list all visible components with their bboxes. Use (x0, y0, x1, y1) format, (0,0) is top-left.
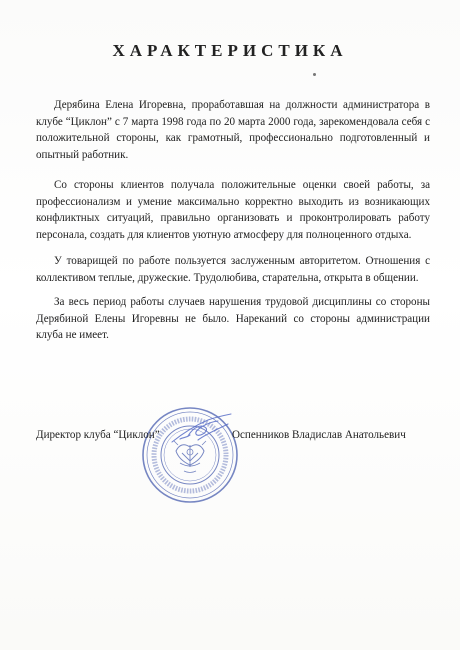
paragraph-1-text: Дерябина Елена Игоревна, проработавшая на должности администратора в клубе “Циклон” с 7 марта 1998 года по 20 марта 2000 года, зарекомендовала себя с положительной стороны, как грамотный, профессионально подготовленный и опытный работник. (36, 99, 430, 161)
paragraph-4-text: За весь период работы случаев нарушения трудовой дисциплины со стороны Дерябиной Елены Игоревны не было. Нареканий со стороны администрации клуба не имеет. (36, 296, 430, 342)
paragraph-2-text: Со стороны клиентов получала положительные оценки своей работы, за профессионализм и умение максимально корректно выходить из возникающих конфликтных ситуаций, правильно организовать и проконтролировать работу персонала, создать для клиентов уютную атмосферу для полноценного отдыха. (36, 179, 430, 241)
paragraph-2 (36, 177, 430, 243)
paragraph-3 (36, 253, 430, 286)
handwritten-signature (168, 412, 234, 448)
paragraph-1 (36, 97, 430, 163)
director-name: Оспенников Владислав Анатольевич (232, 429, 406, 441)
paper-speck (313, 73, 316, 76)
director-position-label: Директор клуба “Циклон” (36, 429, 160, 441)
document-title: ХАРАКТЕРИСТИКА (112, 41, 348, 60)
paragraph-3-text: У товарищей по работе пользуется заслуженным авторитетом. Отношения с коллективом теплые, дружеские. Трудолюбива, старательна, открыта в общении. (36, 255, 430, 284)
paragraph-4 (36, 294, 430, 344)
